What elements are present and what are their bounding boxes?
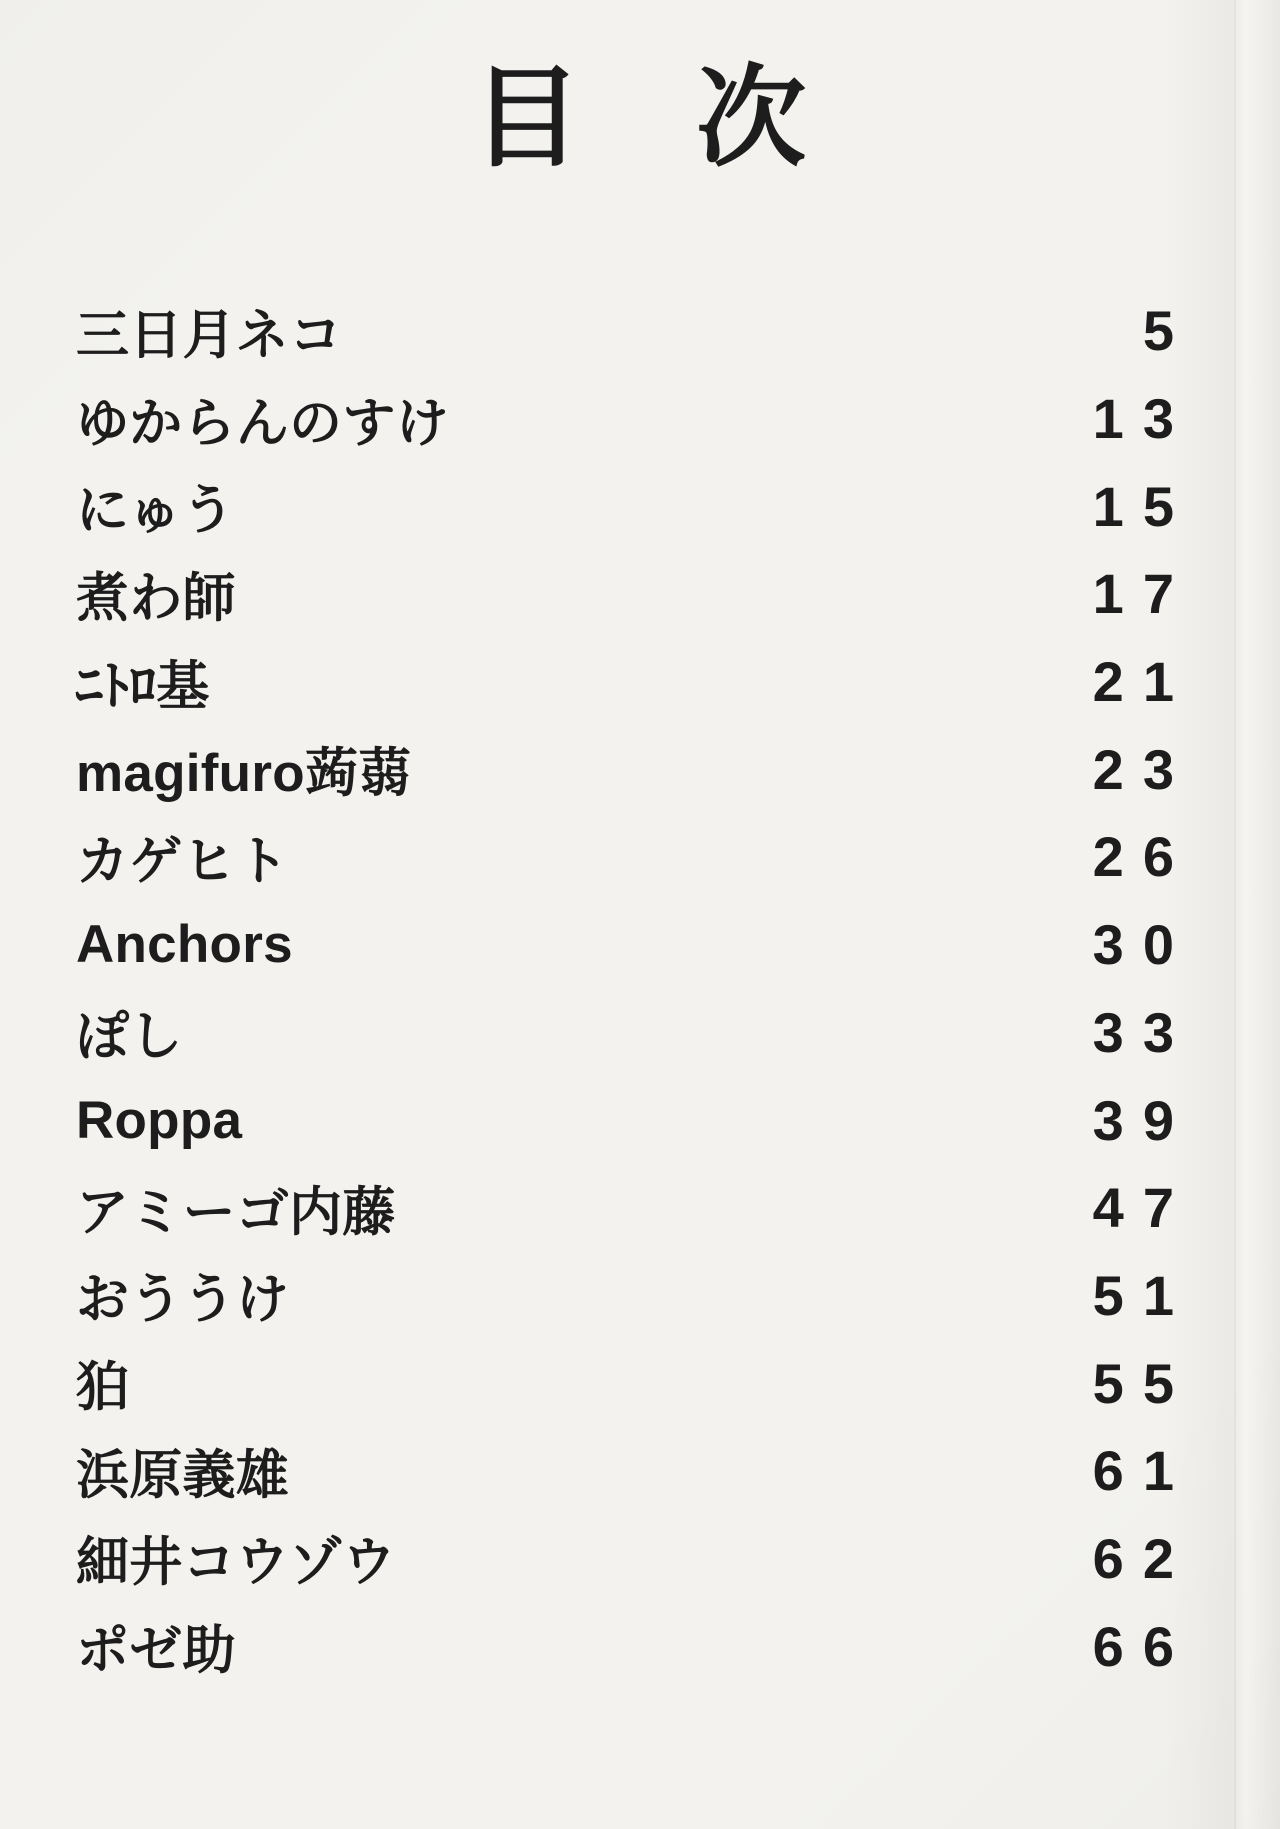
toc-entry-name: ぽし <box>76 1007 183 1067</box>
toc-entry-page-number: 23 <box>1092 737 1194 801</box>
toc-entry-row <box>0 1339 1280 1427</box>
toc-entry-page-number: 26 <box>1092 825 1194 889</box>
toc-entry-name: magifuro蒟蒻 <box>76 744 412 804</box>
toc-entry-row <box>0 1515 1280 1603</box>
toc-entry-page-number: 39 <box>1092 1088 1194 1152</box>
toc-entry-page-number: 66 <box>1092 1614 1194 1678</box>
toc-entry-row <box>0 375 1280 463</box>
toc-entry-name: ﾆﾄﾛ基 <box>76 656 210 716</box>
toc-entry-name: カゲヒト <box>76 831 290 891</box>
toc-list <box>0 287 1280 1690</box>
toc-entry-name: 細井コウゾウ <box>76 1533 396 1593</box>
toc-entry-row <box>0 813 1280 901</box>
toc-entry-page-number: 61 <box>1092 1439 1194 1503</box>
toc-entry-row <box>0 462 1280 550</box>
toc-entry-page-number: 55 <box>1092 1351 1194 1415</box>
toc-entry-row <box>0 1602 1280 1690</box>
toc-entry-page-number: 51 <box>1092 1263 1194 1327</box>
toc-entry-name: ゆからんのすけ <box>76 393 449 453</box>
toc-entry-name: Anchors <box>76 915 293 975</box>
toc-entry-page-number: 47 <box>1092 1176 1194 1240</box>
toc-entry-page-number: 13 <box>1092 387 1194 451</box>
toc-entry-row <box>0 1164 1280 1252</box>
toc-entry-row <box>0 901 1280 989</box>
toc-entry-row <box>0 1252 1280 1340</box>
toc-entry-name: にゅう <box>76 481 235 541</box>
toc-entry-row <box>0 725 1280 813</box>
toc-entry-row <box>0 1076 1280 1164</box>
toc-entry-page-number: 5 <box>1142 299 1194 363</box>
toc-entry-page-number: 21 <box>1092 650 1194 714</box>
toc-entry-row <box>0 550 1280 638</box>
toc-entry-page-number: 33 <box>1092 1000 1194 1064</box>
toc-entry-page-number: 62 <box>1092 1526 1194 1590</box>
toc-entry-name: Roppa <box>76 1090 243 1150</box>
toc-entry-name: 三日月ネコ <box>76 305 343 365</box>
toc-entry-name: 煮わ師 <box>76 568 236 628</box>
toc-entry-name: 狛 <box>76 1358 130 1418</box>
toc-entry-row <box>0 287 1280 375</box>
toc-entry-row <box>0 989 1280 1077</box>
toc-entry-row <box>0 638 1280 726</box>
toc-entry-name: 浜原義雄 <box>76 1445 290 1505</box>
toc-entry-row <box>0 1427 1280 1515</box>
toc-entry-page-number: 15 <box>1092 474 1194 538</box>
toc-entry-name: アミーゴ内藤 <box>76 1182 396 1242</box>
toc-entry-name: おううけ <box>76 1270 290 1330</box>
toc-entry-page-number: 30 <box>1092 913 1194 977</box>
toc-entry-page-number: 17 <box>1092 562 1194 626</box>
toc-entry-name: ポゼ助 <box>76 1621 236 1681</box>
page-title: 目 次 <box>471 57 809 180</box>
